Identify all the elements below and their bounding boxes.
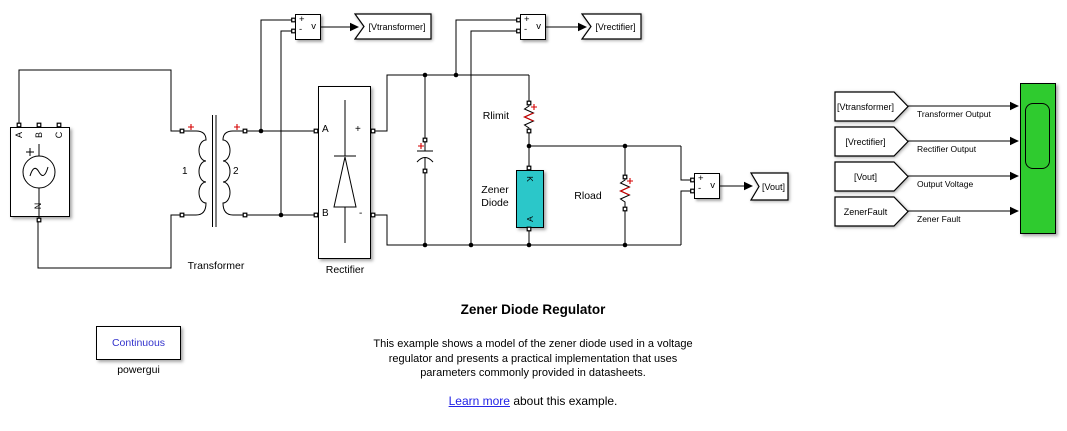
powergui-label[interactable]: powergui [117, 364, 160, 376]
from-tag-vtransformer[interactable] [834, 91, 909, 122]
rectifier-port-minus-label: - [359, 208, 363, 219]
voltage-measurement-transformer[interactable] [295, 14, 321, 40]
vm-v-label: v [710, 180, 715, 191]
learn-more-line [333, 394, 733, 408]
vm-plus-label: + [524, 14, 530, 25]
from-tag-vrectifier-label: [Vrectifier] [845, 136, 886, 147]
source-port-b-label: B [34, 132, 44, 139]
scope-block[interactable] [1020, 83, 1056, 234]
rectifier-port-a-label: A [322, 124, 329, 135]
goto-tag-vtransformer-label: [Vtransformer] [368, 21, 426, 32]
vm-minus-label: - [524, 24, 528, 35]
from-tag-vrectifier[interactable] [834, 126, 909, 157]
voltage-measurement-rectifier[interactable] [520, 14, 546, 40]
rectifier-port-plus-label: + [355, 124, 361, 135]
signal-label-zener-fault: Zener Fault [917, 214, 961, 224]
goto-tag-vrectifier-label: [Vrectifier] [595, 21, 636, 32]
from-tag-vout-label: [Vout] [853, 171, 878, 182]
learn-more-suffix: about this example. [509, 394, 618, 408]
model-title: Zener Diode Regulator [460, 302, 606, 317]
vm-minus-label: - [299, 24, 303, 35]
polarity-red-marks [188, 104, 633, 195]
goto-tag-vrectifier[interactable] [581, 13, 642, 40]
goto-tag-vout[interactable] [750, 172, 789, 201]
rectifier-label[interactable]: Rectifier [325, 264, 365, 276]
rload-label[interactable]: Rload [574, 190, 602, 202]
zener-diode-label[interactable]: Zener Diode [481, 184, 509, 209]
zener-cathode-label: K [525, 176, 535, 182]
description-line-1: This example shows a model of the zener diode used in a voltage [373, 338, 693, 350]
from-tag-zenerfault[interactable] [834, 196, 909, 227]
transformer-winding1-label: 1 [182, 166, 188, 177]
from-tag-vout[interactable] [834, 161, 909, 192]
rlimit-label[interactable]: Rlimit [482, 110, 509, 122]
signal-label-rectifier-output: Rectifier Output [917, 144, 977, 154]
capacitor-symbol[interactable] [417, 142, 433, 170]
vm-v-label: v [311, 21, 316, 32]
vm-plus-label: + [698, 173, 704, 184]
from-tag-zenerfault-label: ZenerFault [843, 206, 888, 217]
powergui-mode: Continuous [111, 337, 166, 349]
zener-anode-label: A [525, 216, 535, 222]
signal-label-output-voltage: Output Voltage [917, 179, 974, 189]
rectifier-block[interactable] [318, 86, 371, 259]
source-port-n-label: N [33, 202, 43, 210]
scope-screen-icon [1025, 103, 1050, 169]
vm-v-label: v [536, 21, 541, 32]
vm-plus-label: + [299, 14, 305, 25]
powergui-block[interactable] [96, 326, 181, 360]
source-port-a-label: A [14, 132, 24, 139]
junction-dots [259, 73, 628, 248]
learn-more-link[interactable]: Learn more [448, 394, 510, 408]
description-line-3: parameters commonly provided in datasheets. [420, 367, 646, 379]
resistor-rlimit-symbol[interactable] [525, 104, 534, 131]
transformer-winding2-label: 2 [233, 166, 239, 177]
voltage-measurement-output[interactable] [694, 173, 720, 199]
signal-label-transformer-output: Transformer Output [917, 109, 991, 119]
model-description [283, 337, 783, 381]
goto-tag-vtransformer[interactable] [354, 13, 432, 40]
resistor-rload-symbol[interactable] [621, 178, 630, 208]
goto-tag-vout-label: [Vout] [761, 181, 786, 192]
description-line-2: regulator and presents a practical implementation that uses [388, 352, 678, 365]
rectifier-port-b-label: B [322, 208, 329, 219]
from-tag-vtransformer-label: [Vtransformer] [836, 101, 894, 112]
source-port-c-label: C [54, 131, 64, 139]
transformer-label[interactable]: Transformer [187, 260, 245, 272]
vm-minus-label: - [698, 183, 702, 194]
